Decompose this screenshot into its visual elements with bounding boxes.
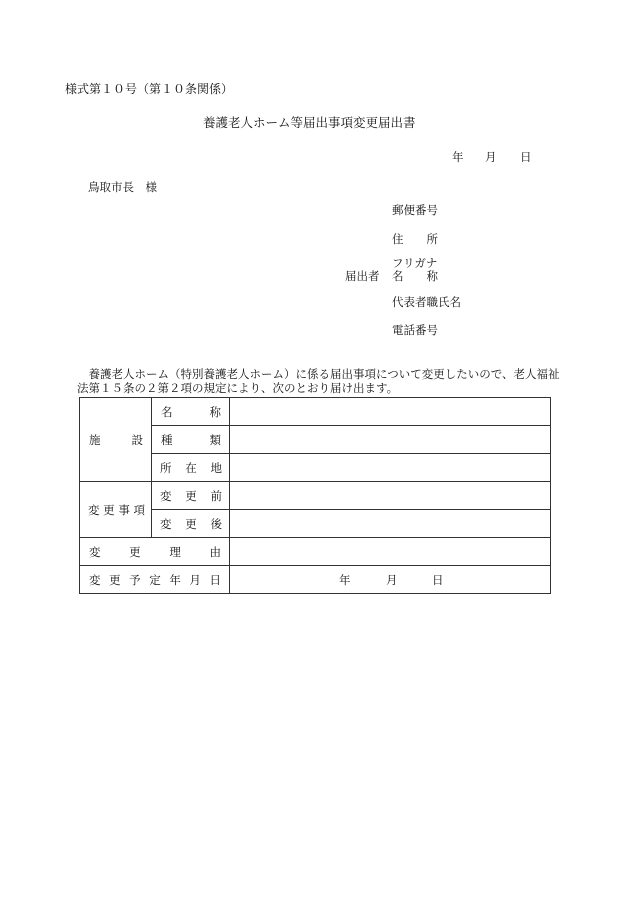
facility-name-field[interactable]: [230, 398, 551, 426]
row-label-char: 後: [210, 516, 222, 531]
body-text-line2: 法第１５条の２第２項の規定により、次のとおり届け出ます。: [77, 381, 399, 395]
date-year: 年: [452, 150, 464, 164]
postal-code-label: 郵便番号: [392, 203, 438, 217]
reason-label-char: 更: [129, 544, 141, 559]
address-label: 住 所: [392, 232, 438, 246]
facility-type-label-cell: [152, 426, 230, 454]
schedule-label-char: 定: [149, 572, 161, 587]
row-label-char: 在: [185, 460, 197, 475]
change-label-char: 事: [118, 502, 130, 517]
furigana-label: フリガナ: [392, 256, 438, 270]
after-change-label-cell: [152, 510, 230, 538]
facility-label-cell: [80, 398, 152, 482]
row-label-char: 変: [160, 488, 172, 503]
applicant-label: 届出者: [345, 269, 380, 283]
body-text-line1: 養護老人ホーム（特別養護老人ホーム）に係る届出事項について変更したいので、老人福祉: [77, 367, 560, 381]
schedule-label-char: 予: [129, 572, 141, 587]
scheduled-date-label-cell: [80, 566, 230, 594]
change-label-char: 項: [133, 502, 145, 517]
row-label-char: 前: [210, 488, 222, 503]
row-label-char: 名: [161, 404, 173, 419]
row-label-char: 更: [185, 516, 197, 531]
change-notification-table: [79, 397, 551, 594]
date-day: 日: [520, 150, 532, 164]
reason-label-char: 由: [209, 544, 221, 559]
table-row: [80, 482, 551, 510]
addressee: 鳥取市長 様: [88, 180, 157, 194]
document-title: 養護老人ホーム等届出事項変更届出書: [203, 115, 416, 130]
phone-label: 電話番号: [392, 323, 438, 337]
reason-label-char: 理: [169, 544, 181, 559]
scheduled-year: 年: [339, 572, 351, 587]
schedule-label-char: 月: [189, 572, 201, 587]
row-label-char: 地: [210, 460, 222, 475]
row-label-char: 種: [161, 432, 173, 447]
before-change-label-cell: [152, 482, 230, 510]
schedule-label-char: 日: [209, 572, 221, 587]
change-label-char: 更: [103, 502, 115, 517]
row-label-char: 称: [209, 404, 221, 419]
change-reason-label-cell: [80, 538, 230, 566]
form-number: 様式第１０号（第１０条関係）: [65, 82, 234, 96]
row-label-char: 類: [209, 432, 221, 447]
row-label-char: 変: [160, 516, 172, 531]
table-row: [80, 398, 551, 426]
schedule-label-char: 更: [109, 572, 121, 587]
row-label-char: 更: [185, 488, 197, 503]
change-reason-field[interactable]: [230, 538, 551, 566]
facility-name-label-cell: [152, 398, 230, 426]
table-row: [80, 566, 551, 594]
scheduled-month: 月: [386, 572, 398, 587]
representative-label: 代表者職氏名: [392, 295, 461, 309]
before-change-field[interactable]: [230, 482, 551, 510]
row-label-char: 所: [160, 460, 172, 475]
table-row: [80, 538, 551, 566]
scheduled-date-field[interactable]: [230, 566, 551, 594]
facility-location-field[interactable]: [230, 454, 551, 482]
schedule-label-char: 年: [169, 572, 181, 587]
facility-location-label-cell: [152, 454, 230, 482]
facility-label-char: 設: [131, 432, 143, 447]
date-month: 月: [485, 150, 497, 164]
name-label: 名 称: [392, 269, 438, 283]
schedule-label-char: 変: [89, 572, 101, 587]
change-label-char: 変: [88, 502, 100, 517]
reason-label-char: 変: [89, 544, 101, 559]
scheduled-day: 日: [432, 572, 444, 587]
change-items-label-cell: [80, 482, 152, 538]
after-change-field[interactable]: [230, 510, 551, 538]
facility-label-char: 施: [89, 432, 101, 447]
facility-type-field[interactable]: [230, 426, 551, 454]
